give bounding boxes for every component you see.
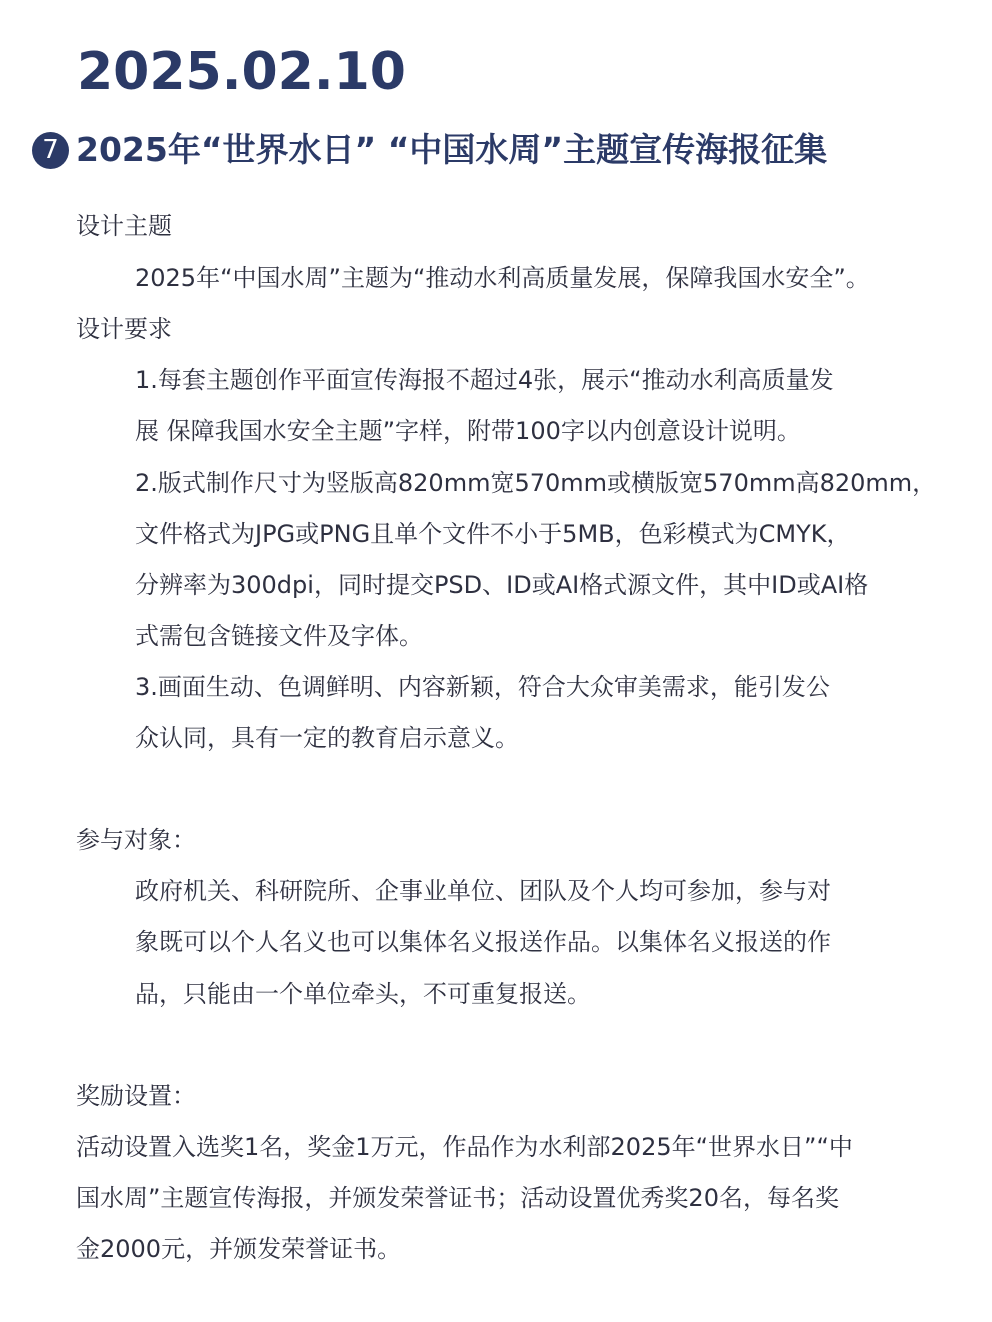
paragraph-line: 3.画面生动、色调鲜明、内容新颖，符合大众审美需求，能引发公	[135, 673, 830, 701]
page-date: 2025.02.10	[77, 42, 406, 102]
paragraph-line: 政府机关、科研院所、企事业单位、团队及个人均可参加，参与对	[135, 877, 831, 905]
section-heading-participants: 参与对象：	[76, 826, 196, 854]
paragraph-line: 分辨率为300dpi，同时提交PSD、ID或AI格式源文件，其中ID或AI格	[135, 571, 869, 599]
paragraph-line: 象既可以个人名义也可以集体名义报送作品。以集体名义报送的作	[135, 928, 831, 956]
paragraph-line: 众认同，具有一定的教育启示意义。	[135, 724, 519, 752]
paragraph-line: 活动设置入选奖1名，奖金1万元，作品作为水利部2025年“世界水日”“中	[76, 1133, 853, 1161]
paragraph-line: 展 保障我国水安全主题”字样，附带100字以内创意设计说明。	[135, 417, 801, 445]
paragraph-line: 1.每套主题创作平面宣传海报不超过4张，展示“推动水利高质量发	[135, 366, 834, 394]
paragraph-line: 文件格式为JPG或PNG且单个文件不小于5MB，色彩模式为CMYK，	[135, 520, 851, 548]
paragraph-line: 式需包含链接文件及字体。	[135, 622, 423, 650]
section-heading-design-requirements: 设计要求	[76, 315, 172, 343]
paragraph-line: 2025年“中国水周”主题为“推动水利高质量发展，保障我国水安全”。	[135, 264, 870, 292]
item-title-row	[32, 126, 827, 174]
paragraph-line: 金2000元，并颁发荣誉证书。	[76, 1235, 402, 1263]
page-title: 2025年“世界水日” “中国水周”主题宣传海报征集	[76, 130, 828, 169]
section-heading-design-theme: 设计主题	[76, 212, 172, 240]
paragraph-line: 国水周”主题宣传海报，并颁发荣誉证书；活动设置优秀奖20名，每名奖	[76, 1184, 839, 1212]
number-badge: 7	[32, 132, 69, 169]
paragraph-line: 2.版式制作尺寸为竖版高820mm宽570mm或横版宽570mm高820mm，	[135, 469, 937, 497]
paragraph-line: 品，只能由一个单位牵头，不可重复报送。	[135, 980, 591, 1008]
section-heading-awards: 奖励设置：	[76, 1082, 196, 1110]
